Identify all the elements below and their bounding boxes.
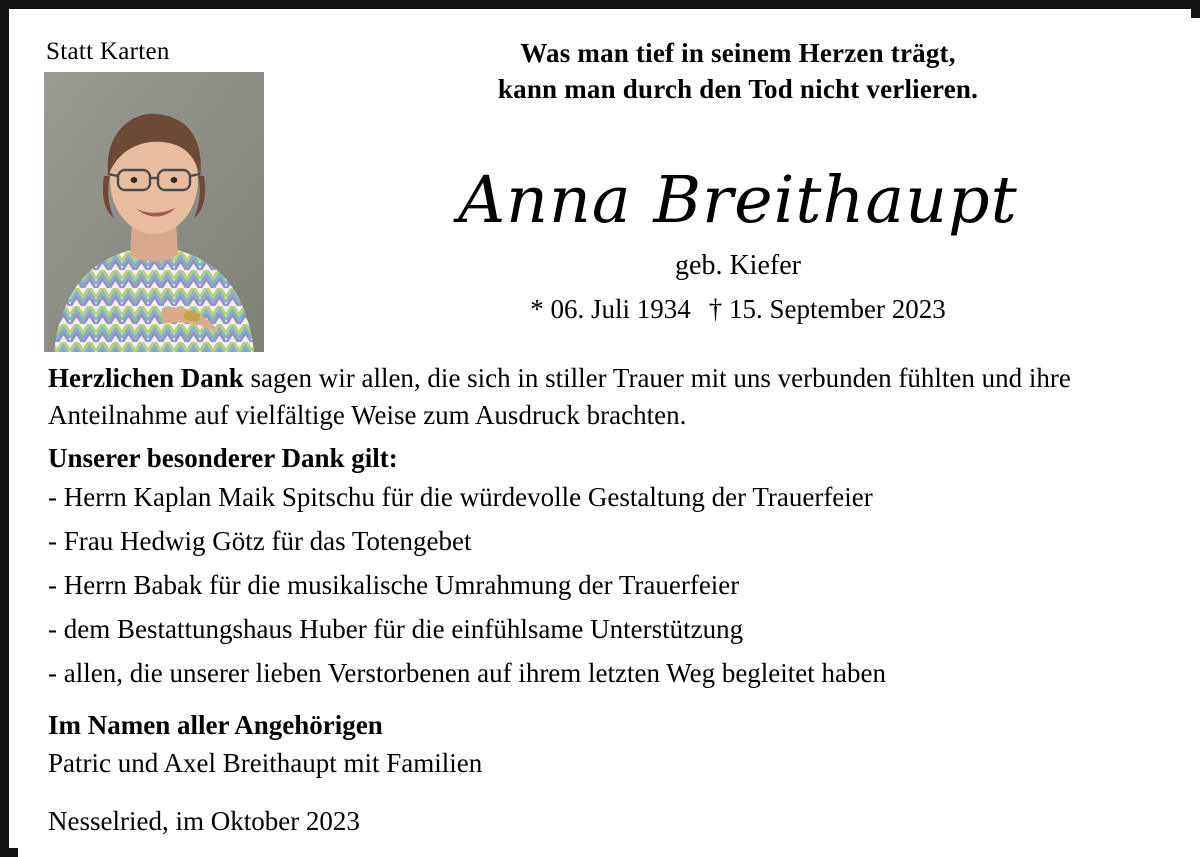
list-item: - Herrn Babak für die musikalische Umrahmung der Trauerfeier [48, 570, 740, 600]
deceased-name: Anna Breithaupt [458, 163, 1018, 238]
maiden-name: geb. Kiefer [675, 250, 801, 281]
special-thanks-title: Unserer besonderer Dank gilt: [48, 443, 398, 473]
list-item: - Herrn Kaplan Maik Spitschu für die würdevolle Gestaltung der Trauerfeier [48, 482, 873, 512]
card-inner [18, 18, 1200, 857]
thanks-lead-bold: Herzlichen Dank [48, 363, 244, 393]
birth-date: * 06. Juli 1934 [530, 294, 691, 324]
thanks-paragraph [48, 360, 1173, 433]
verse-line-2: kann man durch den Tod nicht verlieren. [497, 73, 979, 104]
verse-line-1: Was man tief in seinem Herzen trägt, [520, 38, 956, 68]
portrait-image [44, 72, 264, 352]
portrait-photo [44, 72, 264, 352]
closing-names: Patric und Axel Breithaupt mit Familien [48, 748, 483, 778]
life-dates [298, 294, 1178, 325]
place-and-date: Nesselried, im Oktober 2023 [48, 806, 360, 836]
closing-title: Im Namen aller Angehörigen [48, 710, 383, 740]
thanks-lead-rest: sagen wir allen, die sich in stiller Trauer mit uns verbunden fühlten und ihre Anteilnahme auf vielfältige Weise zum Ausdruck brachten. [48, 363, 1071, 430]
statt-karten-label: Statt Karten [46, 38, 170, 65]
death-date: † 15. September 2023 [708, 294, 946, 324]
list-item: - allen, die unserer lieben Verstorbenen auf ihrem letzten Weg begleitet haben [48, 658, 886, 688]
list-item: - dem Bestattungshaus Huber für die einfühlsame Unterstützung [48, 614, 744, 644]
verse [298, 36, 1178, 108]
special-thanks-list [48, 484, 1173, 704]
list-item: - Frau Hedwig Götz für das Totengebet [48, 526, 472, 556]
